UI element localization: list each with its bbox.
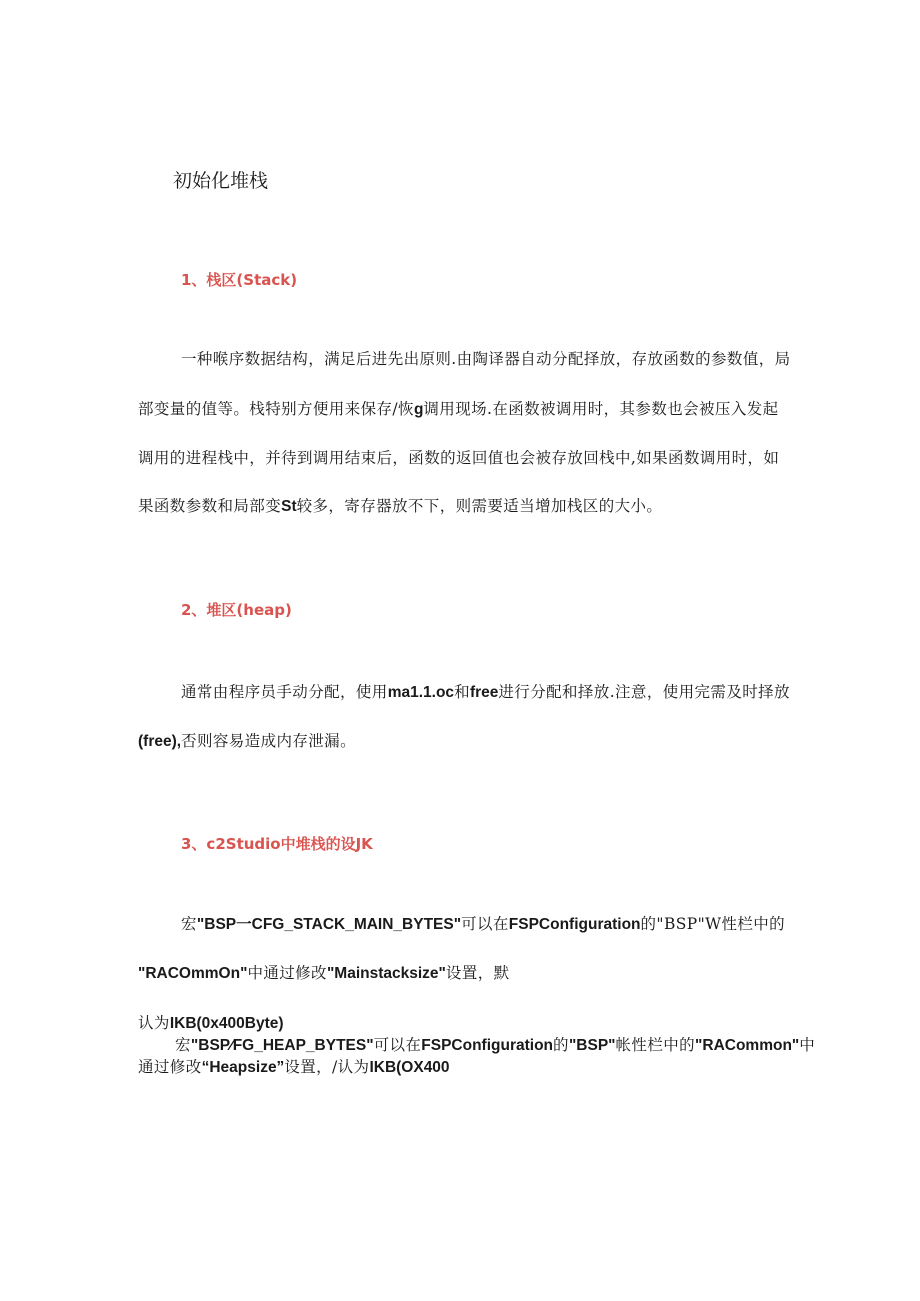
bold-run: (free), (138, 733, 182, 750)
text-run: 调用现场.在函数被调用时，其参数也会被压入发起 (423, 400, 779, 418)
paragraph-line (138, 729, 356, 751)
text-run: 的"BSP"W性栏中的 (640, 915, 786, 933)
bold-run: IKB(0x400Byte) (169, 1015, 284, 1032)
text-run: 中通过修改 (247, 964, 327, 982)
paragraph-line (138, 397, 779, 419)
text-run: 设置，/认为 (284, 1058, 370, 1076)
text-run: 进行分配和择放.注意，使用完需及时择放 (498, 683, 790, 701)
bold-run: FSPConfiguration (508, 916, 641, 933)
bold-run: free (469, 684, 499, 701)
section-heading-stack: 1、栈区(Stack) (181, 271, 298, 289)
text-run: 宏 (181, 915, 197, 933)
text-run: 的 (553, 1036, 569, 1054)
text-run: 中 (799, 1036, 816, 1054)
bold-run: "Mainstacksize" (326, 965, 446, 982)
text-run: 部变量的值等。栈特别方便用来保存/恢 (138, 400, 414, 418)
text-run: 可以在 (373, 1036, 422, 1054)
bold-run: FSPConfiguration (421, 1037, 554, 1054)
paragraph-line (181, 347, 791, 369)
paragraph-line (175, 1033, 815, 1055)
paragraph-line (138, 1055, 450, 1077)
text-run: 果函数参数和局部变 (138, 497, 282, 515)
bold-run: "RACommon" (695, 1037, 800, 1054)
bold-run: IKB(OX400 (369, 1059, 450, 1076)
paragraph-line (138, 961, 510, 983)
bold-run: ma1.1.oc (387, 684, 455, 701)
text-run: 设置，默 (445, 964, 510, 982)
paragraph-line (138, 494, 662, 516)
bold-run: St (281, 498, 297, 515)
paragraph-line (138, 446, 779, 468)
section-heading-e2studio: 3、c2Studio中堆栈的设JK (181, 835, 373, 853)
text-run: 可以在 (461, 915, 509, 933)
text-run: 宏 (175, 1036, 191, 1054)
text-run: 否则容易造成内存泄漏。 (181, 732, 356, 750)
page-title: 初始化堆栈 (173, 170, 269, 192)
section-heading-heap: 2、堆区(heap) (181, 601, 292, 619)
text-run: 和 (454, 683, 470, 701)
text-run: 通过修改 (138, 1058, 202, 1076)
bold-run: g (413, 401, 424, 418)
text-run: 通常由程序员手动分配，使用 (181, 683, 388, 701)
bold-run: "BSP一CFG_STACK_MAIN_BYTES" (196, 916, 462, 933)
bold-run: "BSP" (568, 1037, 616, 1054)
text-run: 较多，寄存器放不下，则需要适当增加栈区的大小。 (296, 497, 663, 515)
bold-run: “Heapsize” (201, 1059, 285, 1076)
text-run: 调用的进程栈中，并待到调用结束后，函数的返回值也会被存放回栈中,如果函数调用时，如 (138, 449, 780, 467)
text-run: 一种喉序数据结构，满足后进先出原则.由陶译器自动分配择放，存放函数的参数值，局 (181, 350, 791, 368)
text-run: 认为 (138, 1014, 170, 1032)
paragraph-line (181, 912, 785, 934)
paragraph-line (138, 1011, 284, 1033)
paragraph-line (181, 680, 790, 702)
bold-run: "RACOmmOn" (138, 965, 248, 982)
text-run: 帐性栏中的 (615, 1036, 696, 1054)
bold-run: "BSP∕FG_HEAP_BYTES" (190, 1037, 374, 1054)
